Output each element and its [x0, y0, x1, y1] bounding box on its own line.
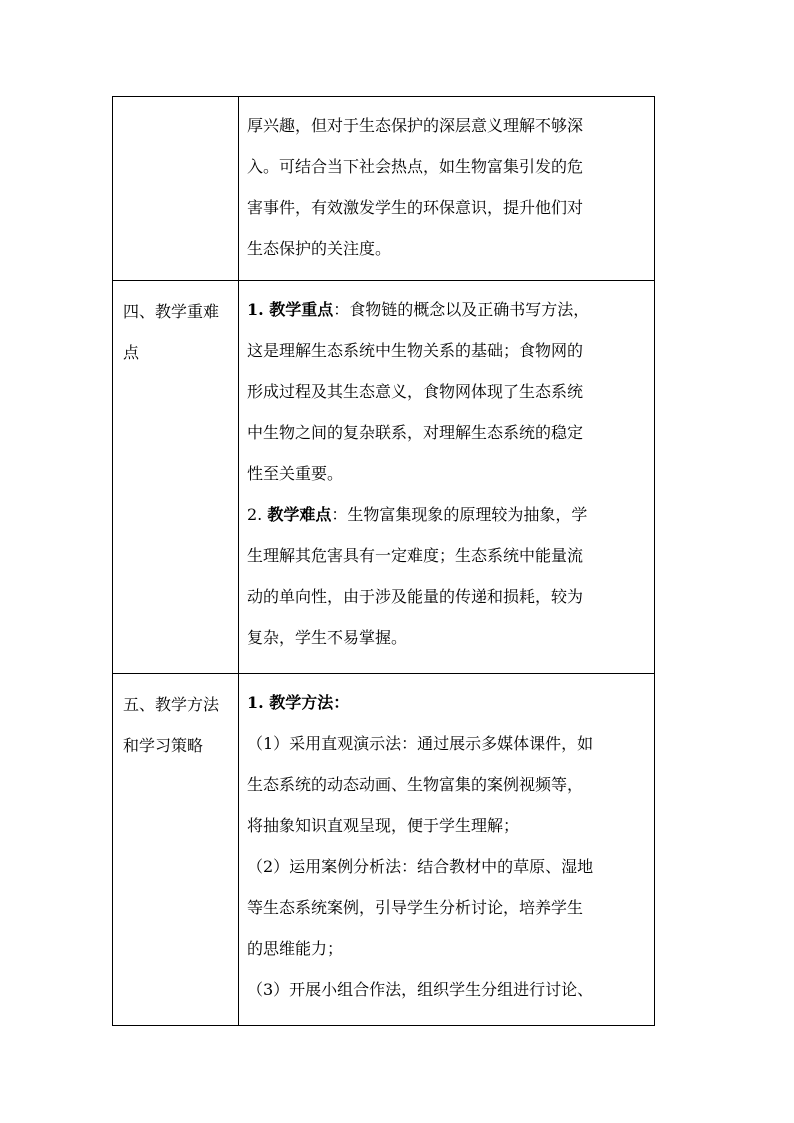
row-label: 五、教学方法: [123, 695, 220, 714]
row-label-cell: [113, 674, 239, 1026]
row-label: 和学习策略: [123, 736, 204, 755]
row-content-cell: [239, 97, 655, 281]
text-line: 形成过程及其生态意义，食物网体现了生态系统: [247, 382, 584, 401]
text-line: [247, 494, 648, 535]
row-label-cell: [113, 97, 239, 281]
paragraph-key-points: [247, 289, 648, 494]
text-line: 生理解其危害具有一定难度；生态系统中能量流: [247, 546, 584, 565]
paragraph-methods-heading: [247, 682, 648, 723]
text-line: 害事件，有效激发学生的环保意识，提升他们对: [247, 198, 584, 217]
row-label: 四、教学重难: [123, 302, 220, 321]
text-line: 等生态系统案例，引导学生分析讨论，培养学生: [247, 898, 584, 917]
section-heading: 教学难点: [267, 505, 332, 524]
paragraph: [247, 105, 648, 269]
text-line: 生态系统的动态动画、生物富集的案例视频等，: [247, 775, 584, 794]
text-fragment: ：: [333, 693, 350, 712]
text-line: 生态保护的关注度。: [247, 239, 392, 258]
section-heading: 1. 教学方法: [247, 693, 334, 712]
text-line: 厚兴趣，但对于生态保护的深层意义理解不够深: [247, 116, 584, 135]
text-line: 的思维能力；: [247, 939, 344, 958]
row-label: 点: [123, 343, 140, 362]
text-line: （2）运用案例分析法：结合教材中的草原、湿地: [247, 857, 594, 876]
text-line: 性至关重要。: [247, 464, 344, 483]
text-line: [247, 682, 648, 723]
text-line: 这是理解生态系统中生物关系的基础；食物网的: [247, 341, 584, 360]
text-line: 将抽象知识直观呈现，便于学生理解；: [247, 816, 520, 835]
table-row: [113, 97, 655, 281]
text-line: 入。可结合当下社会热点，如生物富集引发的危: [247, 157, 584, 176]
row-content-cell: [239, 281, 655, 674]
paragraph-difficult-points: [247, 494, 648, 658]
row-label-cell: [113, 281, 239, 674]
section-heading: 1. 教学重点: [247, 300, 334, 319]
table-row: [113, 674, 655, 1026]
lesson-plan-table: [112, 96, 655, 1026]
text-line: 中生物之间的复杂联系，对理解生态系统的稳定: [247, 423, 584, 442]
row-content-cell: [239, 674, 655, 1026]
paragraph-method-2: [247, 846, 648, 969]
text-fragment: ：生物富集现象的原理较为抽象，学: [331, 505, 588, 524]
text-fragment: ：食物链的概念以及正确书写方法，: [333, 300, 590, 319]
text-line: [247, 289, 648, 330]
text-line: 动的单向性，由于涉及能量的传递和损耗，较为: [247, 587, 584, 606]
list-number: 2.: [247, 505, 268, 524]
paragraph-method-3: [247, 969, 648, 1010]
table-row: [113, 281, 655, 674]
text-line: 复杂，学生不易掌握。: [247, 628, 408, 647]
text-line: （3）开展小组合作法，组织学生分组进行讨论、: [247, 980, 594, 999]
text-line: （1）采用直观演示法：通过展示多媒体课件，如: [247, 734, 594, 753]
paragraph-method-1: [247, 723, 648, 846]
